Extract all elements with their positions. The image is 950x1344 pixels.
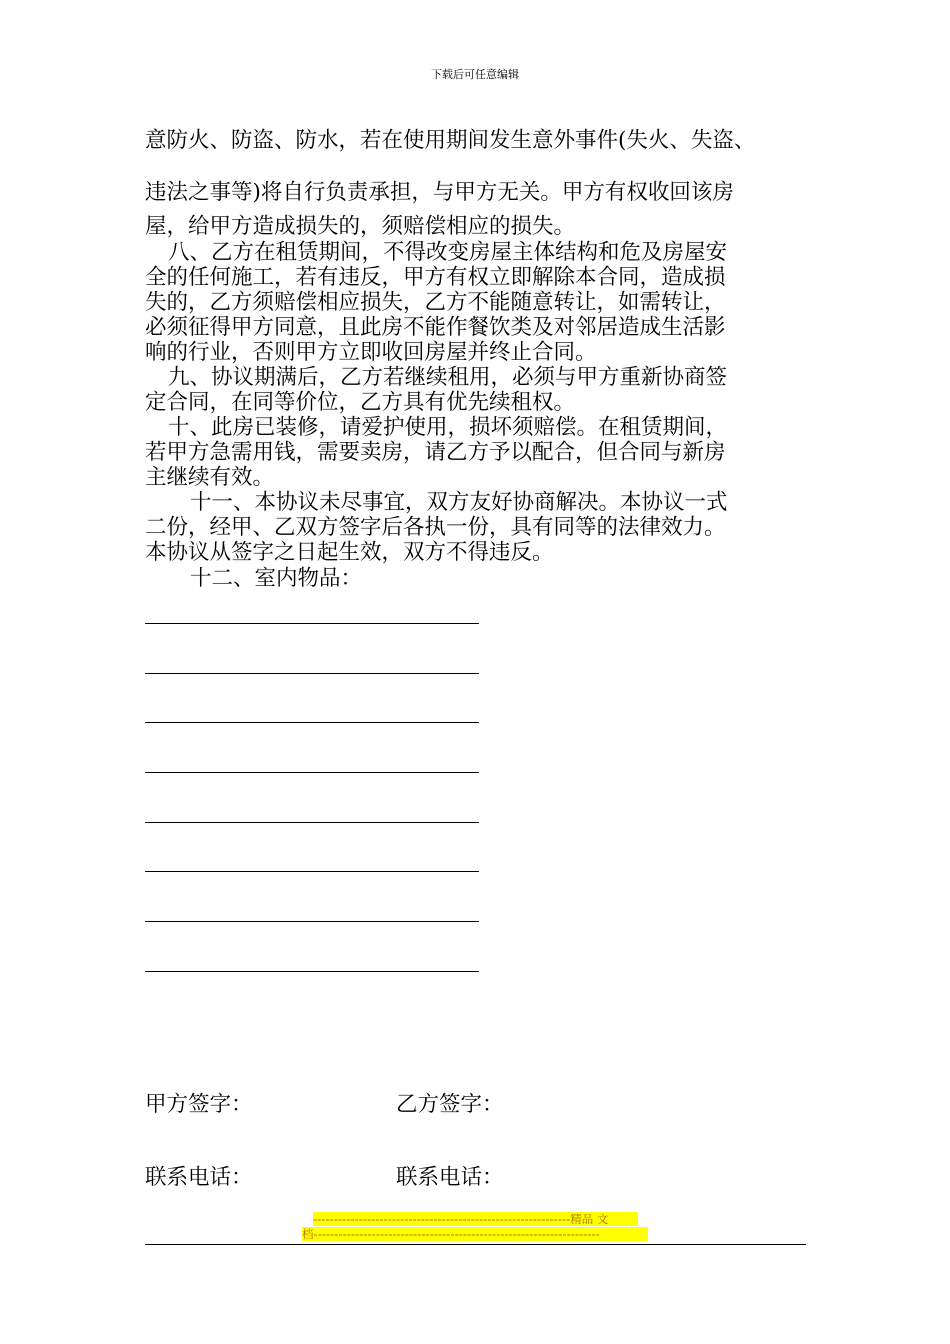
text-line: 违法之事等)将自行负责承担，与甲方无关。甲方有权收回该房 (145, 180, 734, 205)
page-header: 下载后可任意编辑 (431, 68, 519, 81)
party-a-phone-label: 联系电话： (145, 1165, 253, 1190)
blank-line[interactable] (145, 822, 479, 823)
footer-watermark-line1: --------------------------------------------------------------精品 文 (313, 1212, 638, 1226)
text-line: 响的行业，否则甲方立即收回房屋并终止合同。 (145, 340, 597, 365)
text-line: 二份，经甲、乙双方签字后各执一份，具有同等的法律效力。 (145, 515, 726, 540)
clause-11-line: 十一、本协议未尽事宜，双方友好协商解决。本协议一式 (190, 490, 728, 515)
footer-rule (145, 1244, 806, 1245)
blank-line[interactable] (145, 772, 479, 773)
text-line: 若甲方急需用钱，需要卖房，请乙方予以配合，但合同与新房 (145, 440, 726, 465)
text-line: 意防火、防盗、防水，若在使用期间发生意外事件(失火、失盗、 (145, 128, 756, 153)
party-b-phone-label: 联系电话： (396, 1165, 504, 1190)
blank-line[interactable] (145, 921, 479, 922)
footer-watermark-line2: 档--------------------------------------------------------------------- (302, 1227, 648, 1241)
clause-10-line: 十、此房已装修，请爱护使用，损坏须赔偿。在租赁期间， (168, 415, 728, 440)
clause-12-line: 十二、室内物品： (190, 566, 363, 591)
blank-line[interactable] (145, 673, 479, 674)
blank-line[interactable] (145, 623, 479, 624)
text-line: 必须征得甲方同意，且此房不能作餐饮类及对邻居造成生活影 (145, 315, 726, 340)
party-a-signature-label: 甲方签字： (145, 1092, 253, 1117)
text-line: 主继续有效。 (145, 465, 275, 490)
clause-8-line: 八、乙方在租赁期间，不得改变房屋主体结构和危及房屋安 (168, 240, 728, 265)
blank-line[interactable] (145, 871, 479, 872)
blank-line[interactable] (145, 722, 479, 723)
text-line: 全的任何施工，若有违反，甲方有权立即解除本合同，造成损 (145, 265, 726, 290)
text-line: 失的，乙方须赔偿相应损失，乙方不能随意转让，如需转让， (145, 290, 726, 315)
text-line: 屋，给甲方造成损失的，须赔偿相应的损失。 (145, 214, 576, 239)
text-line: 定合同，在同等价位，乙方具有优先续租权。 (145, 390, 576, 415)
party-b-signature-label: 乙方签字： (396, 1092, 504, 1117)
blank-line[interactable] (145, 971, 479, 972)
clause-9-line: 九、协议期满后，乙方若继续租用，必须与甲方重新协商签 (168, 365, 728, 390)
text-line: 本协议从签字之日起生效，双方不得违反。 (145, 540, 554, 565)
